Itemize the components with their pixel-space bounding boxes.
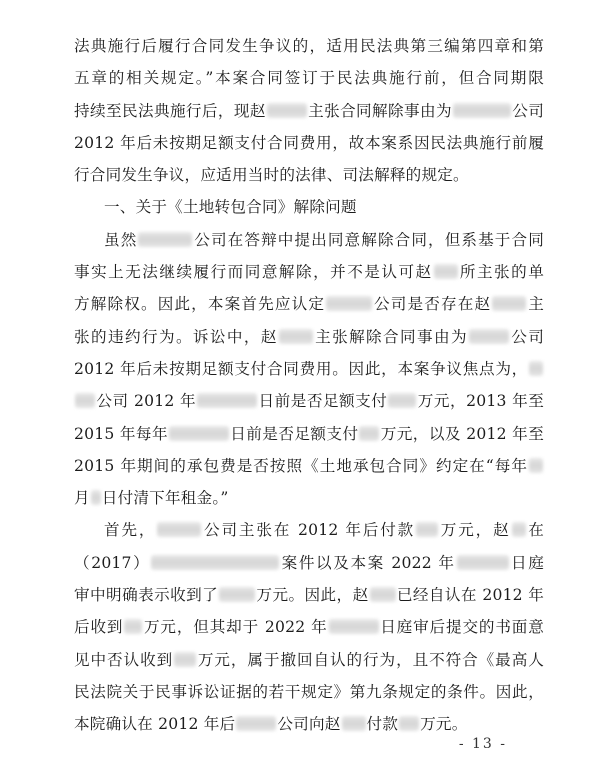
text-line: 方解除权。因此，本案首先应认定 公司是否存在赵 主 (74, 295, 544, 314)
document-body (74, 30, 544, 741)
redaction (267, 103, 307, 118)
text-line: 2012 年后未按期足额支付合同费用，故本案系因民法典施行前履 (74, 133, 544, 152)
text-line: 2015 年期间的承包费是否按照《土地承包合同》约定在“每年 (74, 450, 544, 482)
text-line: 本院确认在 2012 年后 公司向赵 付款 万元。 (74, 715, 468, 734)
redaction (492, 296, 526, 311)
redaction (370, 587, 396, 602)
redaction (219, 587, 255, 602)
redaction (75, 393, 95, 408)
redaction (124, 619, 142, 634)
redaction (399, 716, 419, 731)
section-heading: 一、关于《土地转包合同》解除问题 (104, 198, 357, 217)
redaction (91, 490, 101, 505)
text-line: 2015 年每年 日前是否足额支付 万元，以及 2012 年至 (74, 424, 544, 443)
text-line: （2017） 案件以及本案 2022 年 日庭 (74, 553, 545, 572)
redaction (457, 555, 509, 570)
redaction (326, 296, 372, 311)
text-line: 公司 2012 年 日前是否足额支付 万元，2013 年至 (74, 385, 544, 417)
text-line: 审中明确表示收到了 万元。因此，赵 已经自认在 2012 年 (74, 586, 544, 605)
text-line: 行合同发生争议，应适用当时的法律、司法解释的规定。 (74, 166, 469, 185)
redaction (138, 232, 192, 247)
text-line: 2012 年后未按期足额支付合同费用。因此，本案争议焦点为， (74, 353, 544, 385)
text-line: 事实上无法继续履行而同意解除，并不是认可赵 所主张的单 (74, 263, 544, 282)
redaction (157, 522, 201, 537)
redaction (169, 426, 229, 441)
redaction (529, 458, 543, 473)
redaction (174, 652, 196, 667)
redaction (359, 426, 379, 441)
redaction (197, 393, 257, 408)
text-line: 月 日付清下年租金。” (74, 489, 229, 508)
redaction (453, 103, 511, 118)
redaction (388, 393, 416, 408)
redaction (529, 361, 543, 376)
redaction (469, 329, 509, 344)
text-line: 虽然 公司在答辩中提出同意解除合同，但系基于合同 (104, 230, 544, 249)
text-line: 张的违约行为。诉讼中，赵 主张解除合同事由为 公司 (74, 327, 544, 346)
redaction (512, 522, 526, 537)
text-line: 见中否认收到 万元，属于撤回自认的行为，且不符合《最高人 (74, 650, 545, 669)
redaction (342, 716, 366, 731)
page-number: - 13 - (458, 736, 507, 752)
text-line: 民法院关于民事诉讼证据的若干规定》第九条规定的条件。因此， (74, 682, 544, 701)
redaction (279, 329, 313, 344)
text-line: 后收到 万元，但其却于 2022 年 日庭审后提交的书面意 (74, 618, 544, 637)
text-line: 持续至民法典施行后，现赵 主张合同解除事由为 公司 (74, 101, 544, 120)
redaction (416, 522, 438, 537)
redaction (329, 619, 379, 634)
redaction (151, 555, 279, 570)
text-line: 首先， 公司主张在 2012 年后付款 万元，赵 在 (104, 521, 544, 540)
redaction (434, 264, 458, 279)
text-line: 法典施行后履行合同发生争议的，适用民法典第三编第四章和第 (74, 37, 544, 55)
text-line: 五章的相关规定。”本案合同签订于民法典施行前，但合同期限 (74, 69, 544, 88)
redaction (236, 716, 276, 731)
